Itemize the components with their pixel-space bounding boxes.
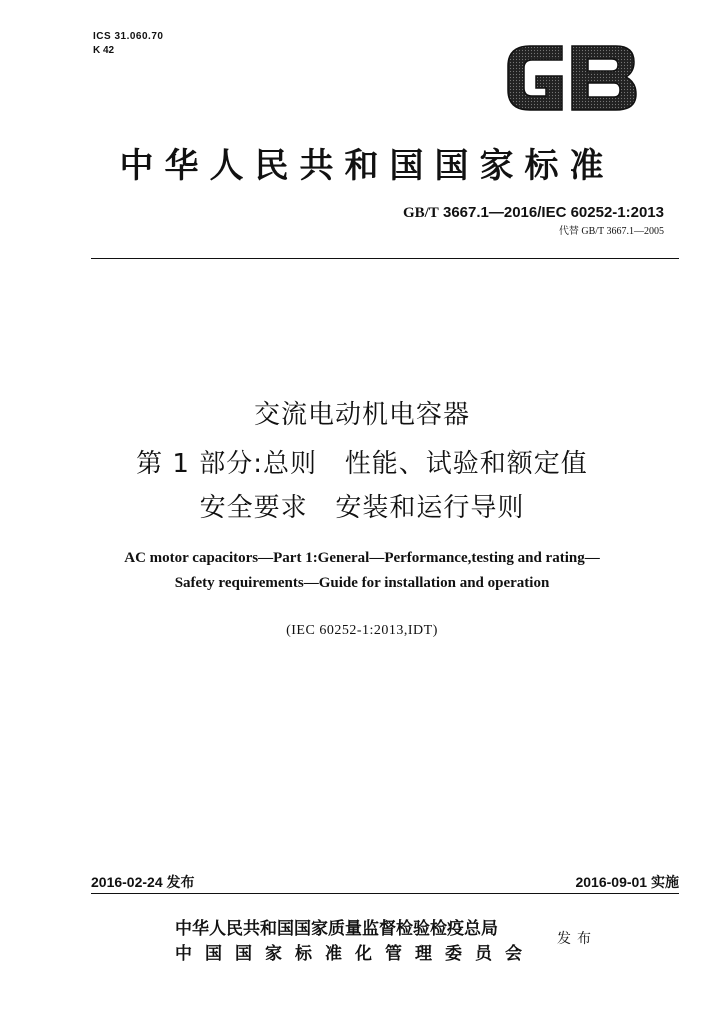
chinese-title-line-2: 第 1 部分:总则 性能、试验和额定值 (136, 449, 588, 479)
top-divider (91, 258, 679, 259)
english-title-line-1: AC motor capacitors—Part 1:General—Performance,testing and rating— (124, 550, 600, 566)
iec-equivalence-reference: (IEC 60252-1:2013,IDT) (286, 623, 438, 638)
standard-number (403, 204, 664, 222)
english-title-line-2: Safety requirements—Guide for installation and operation (174, 575, 550, 591)
gb-logo (500, 40, 640, 116)
chinese-title-line-1: 交流电动机电容器 (253, 400, 470, 430)
implementation-date: 2016-09-01 实施 (575, 874, 679, 890)
standard-number-rest: 3667.1—2016/IEC 60252-1:2013 (438, 204, 664, 221)
standard-number-prefix: GB/T (402, 205, 439, 221)
publish-label: 发布 (557, 931, 597, 947)
classification-code: K 42 (93, 45, 115, 56)
chinese-title-line-3: 安全要求 安装和运行导则 (199, 493, 525, 523)
issuer-line-2: 中国国家标准化管理委员会 (175, 944, 535, 964)
issuer-line-1: 中华人民共和国国家质量监督检验检疫总局 (175, 919, 498, 939)
replaces-standard: 代替 GB/T 3667.1—2005 (558, 226, 664, 237)
bottom-divider (91, 893, 679, 894)
issuing-country-standard-title: 中华人民共和国国家标准 (119, 146, 615, 186)
issue-date: 2016-02-24 发布 (91, 874, 195, 890)
ics-code: ICS 31.060.70 (93, 31, 164, 42)
